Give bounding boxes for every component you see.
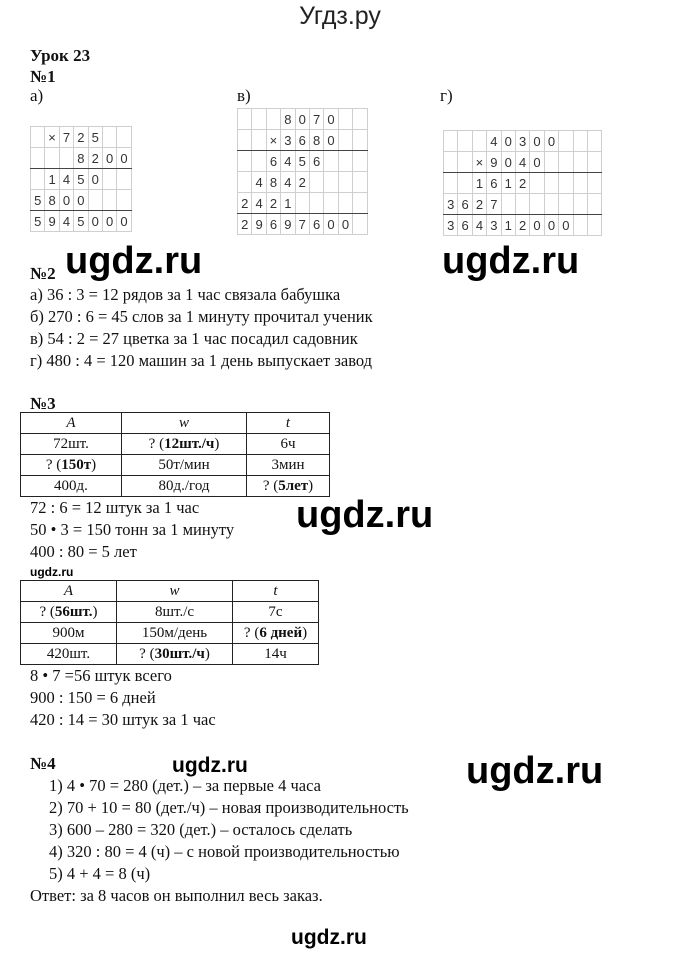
grid-cell [573,131,587,152]
grid-cell: 6 [266,151,280,172]
grid-cell [31,127,45,148]
ex4-step: 5) 4 + 4 = 8 (ч) [49,864,151,883]
grid-cell: 5 [74,211,88,232]
ex3-line: 900 : 150 = 6 дней [30,688,156,707]
grid-cell: 8 [74,148,88,169]
grid-cell: 1 [501,215,515,236]
grid-cell [559,152,573,173]
grid-cell: 4 [252,193,266,214]
ex2-line: б) 270 : 6 = 45 слов за 1 минуту прочитал ученик [30,307,373,326]
grid-cell [45,148,59,169]
table-header: w [122,413,247,434]
grid-cell: 0 [338,214,352,235]
ex3-line: 8 • 7 =56 штук всего [30,666,172,685]
grid-cell: 6 [309,151,323,172]
grid-cell [102,127,116,148]
ex3-number: №3 [30,394,56,413]
watermark: ugdz.ru [291,926,367,949]
grid-cell [324,172,338,193]
table-row [21,476,330,497]
grid-cell: 7 [487,194,501,215]
table-row [21,602,319,623]
grid-cell [309,172,323,193]
grid-cell: × [472,152,486,173]
grid-cell [117,127,131,148]
table-cell: 400д. [21,476,122,497]
grid-cell: 3 [487,215,501,236]
grid-cell [353,214,367,235]
grid-cell: 3 [444,194,458,215]
grid-cell [338,109,352,130]
grid-cell: × [45,127,59,148]
grid-cell: 3 [444,215,458,236]
grid-cell [587,131,601,152]
table-header: w [117,581,233,602]
grid-cell: 0 [102,211,116,232]
grid-cell: 3 [515,131,529,152]
grid-cell [238,151,252,172]
grid-cell: 6 [309,214,323,235]
ex2-line: г) 480 : 4 = 120 машин за 1 день выпускает завод [30,351,373,370]
grid-cell [324,151,338,172]
grid-cell: 0 [501,152,515,173]
ex3-table-1 [20,412,330,497]
ex1-a-label: а) [30,86,44,105]
lesson-title: Урок 23 [30,46,91,65]
grid-cell [458,131,472,152]
ex2-line: а) 36 : 3 = 12 рядов за 1 час связала бабушка [30,285,341,304]
table-cell: 14ч [233,644,319,665]
watermark: ugdz.ru [442,240,580,282]
grid-cell [238,172,252,193]
grid-cell: 0 [324,130,338,151]
grid-cell [444,131,458,152]
table-row [21,623,319,644]
grid-cell [117,169,131,190]
grid-cell [252,151,266,172]
grid-cell: 0 [501,131,515,152]
grid-cell: 2 [74,127,88,148]
grid-cell: 0 [88,211,102,232]
grid-cell [515,194,529,215]
grid-cell [544,173,558,194]
grid-cell: 9 [281,214,295,235]
grid-cell: 1 [45,169,59,190]
grid-cell: 8 [281,109,295,130]
ex3-line: 400 : 80 = 5 лет [30,542,137,561]
table-cell: 50т/мин [122,455,247,476]
ex3-line: 420 : 14 = 30 штук за 1 час [30,710,216,729]
table-row [21,434,330,455]
grid-cell [544,152,558,173]
grid-cell: 4 [472,215,486,236]
grid-cell [530,173,544,194]
grid-cell [559,194,573,215]
grid-cell [573,152,587,173]
grid-cell: 0 [544,131,558,152]
grid-cell: 8 [309,130,323,151]
grid-cell [458,152,472,173]
grid-cell: 1 [281,193,295,214]
ex4-step: 3) 600 – 280 = 320 (дет.) – осталось сделать [49,820,353,839]
grid-cell [353,130,367,151]
table-cell: 420шт. [21,644,117,665]
table-cell: 3мин [247,455,330,476]
table-cell: 72шт. [21,434,122,455]
grid-cell: 7 [295,214,309,235]
grid-cell: 2 [238,214,252,235]
grid-cell [573,194,587,215]
ex2-line: в) 54 : 2 = 27 цветка за 1 час посадил садовник [30,329,358,348]
grid-cell [252,109,266,130]
grid-cell [238,130,252,151]
grid-cell [338,172,352,193]
grid-cell: 4 [252,172,266,193]
grid-cell [353,109,367,130]
table-header: A [21,413,122,434]
grid-cell [587,173,601,194]
watermark: ugdz.ru [30,565,74,579]
grid-cell: 2 [88,148,102,169]
grid-cell: 4 [515,152,529,173]
grid-cell: 8 [266,172,280,193]
grid-cell: 6 [295,130,309,151]
table-header: t [233,581,319,602]
grid-cell [88,190,102,211]
grid-cell: 2 [266,193,280,214]
grid-cell [530,194,544,215]
grid-cell [573,215,587,236]
grid-cell [338,130,352,151]
grid-cell [295,193,309,214]
grid-cell [324,193,338,214]
grid-cell: 6 [458,215,472,236]
table-cell: ? (5лет) [247,476,330,497]
grid-cell [587,194,601,215]
grid-cell [472,131,486,152]
grid-cell: 5 [88,127,102,148]
grid-cell: 0 [117,211,131,232]
grid-cell [444,152,458,173]
grid-cell: 3 [281,130,295,151]
ex4-step: 4) 320 : 80 = 4 (ч) – с новой производительностью [49,842,400,861]
grid-cell: 2 [295,172,309,193]
grid-cell [252,130,266,151]
grid-cell [353,151,367,172]
grid-cell: 9 [45,211,59,232]
grid-cell: 5 [31,190,45,211]
grid-cell: 4 [59,169,73,190]
grid-cell [117,190,131,211]
grid-cell: 4 [281,172,295,193]
grid-cell: 6 [487,173,501,194]
grid-cell: 7 [309,109,323,130]
grid-cell [573,173,587,194]
table-header: A [21,581,117,602]
ex3-table-2 [20,580,319,665]
ex1-g-label: г) [440,86,453,105]
ex4-answer: Ответ: за 8 часов он выполнил весь заказ. [30,886,323,905]
grid-cell: 5 [295,151,309,172]
grid-cell [353,172,367,193]
grid-cell: 0 [324,214,338,235]
grid-cell [501,194,515,215]
grid-cell [559,131,573,152]
grid-cell: 9 [252,214,266,235]
table-cell: ? (12шт./ч) [122,434,247,455]
table-cell: ? (56шт.) [21,602,117,623]
grid-cell: 5 [31,211,45,232]
grid-cell: 4 [59,211,73,232]
multiplication-grid-g [443,130,602,236]
grid-cell [444,173,458,194]
grid-cell: 6 [266,214,280,235]
ex3-line: 72 : 6 = 12 штук за 1 час [30,498,200,517]
watermark: ugdz.ru [296,494,434,536]
grid-cell: 0 [530,131,544,152]
grid-cell [102,169,116,190]
grid-cell [238,109,252,130]
grid-cell [309,193,323,214]
grid-cell: 0 [74,190,88,211]
grid-cell: 6 [458,194,472,215]
grid-cell [59,148,73,169]
grid-cell [353,193,367,214]
grid-cell: 2 [515,173,529,194]
watermark: ugdz.ru [172,754,248,777]
grid-cell [338,193,352,214]
grid-cell: × [266,130,280,151]
grid-cell [31,169,45,190]
grid-cell: 0 [324,109,338,130]
table-row [21,455,330,476]
table-cell: 80д./год [122,476,247,497]
grid-cell [31,148,45,169]
grid-cell: 1 [501,173,515,194]
grid-cell: 0 [530,152,544,173]
table-cell: 7с [233,602,319,623]
ex3-line: 50 • 3 = 150 тонн за 1 минуту [30,520,235,539]
table-header: t [247,413,330,434]
grid-cell: 0 [295,109,309,130]
table-row [21,644,319,665]
grid-cell: 7 [59,127,73,148]
ex4-step: 2) 70 + 10 = 80 (дет./ч) – новая производительность [49,798,409,817]
grid-cell [559,173,573,194]
table-cell: 150м/день [117,623,233,644]
table-cell: ? (150т) [21,455,122,476]
grid-cell [544,194,558,215]
grid-cell: 0 [88,169,102,190]
multiplication-grid-v [237,108,368,235]
grid-cell: 4 [487,131,501,152]
grid-cell: 2 [238,193,252,214]
table-cell: 900м [21,623,117,644]
grid-cell: 0 [544,215,558,236]
ex1-number: №1 [30,67,56,86]
grid-cell: 4 [281,151,295,172]
grid-cell: 2 [515,215,529,236]
watermark: ugdz.ru [65,240,203,282]
table-cell: 6ч [247,434,330,455]
grid-cell: 0 [102,148,116,169]
grid-cell: 5 [74,169,88,190]
ex4-number: №4 [30,754,56,773]
table-cell: ? (30шт./ч) [117,644,233,665]
grid-cell: 9 [487,152,501,173]
grid-cell [266,109,280,130]
watermark: ugdz.ru [466,750,604,792]
grid-cell: 1 [472,173,486,194]
grid-cell: 2 [472,194,486,215]
grid-cell: 0 [530,215,544,236]
grid-cell [338,151,352,172]
table-cell: ? (6 дней) [233,623,319,644]
grid-cell: 0 [117,148,131,169]
multiplication-grid-a [30,126,132,232]
grid-cell [458,173,472,194]
table-cell: 8шт./с [117,602,233,623]
ex2-number: №2 [30,264,56,283]
grid-cell [587,215,601,236]
grid-cell: 0 [559,215,573,236]
ex4-step: 1) 4 • 70 = 280 (дет.) – за первые 4 часа [49,776,321,795]
ex1-v-label: в) [237,86,251,105]
grid-cell [587,152,601,173]
grid-cell: 0 [59,190,73,211]
site-title: Угдз.ру [299,2,381,30]
grid-cell: 8 [45,190,59,211]
grid-cell [102,190,116,211]
